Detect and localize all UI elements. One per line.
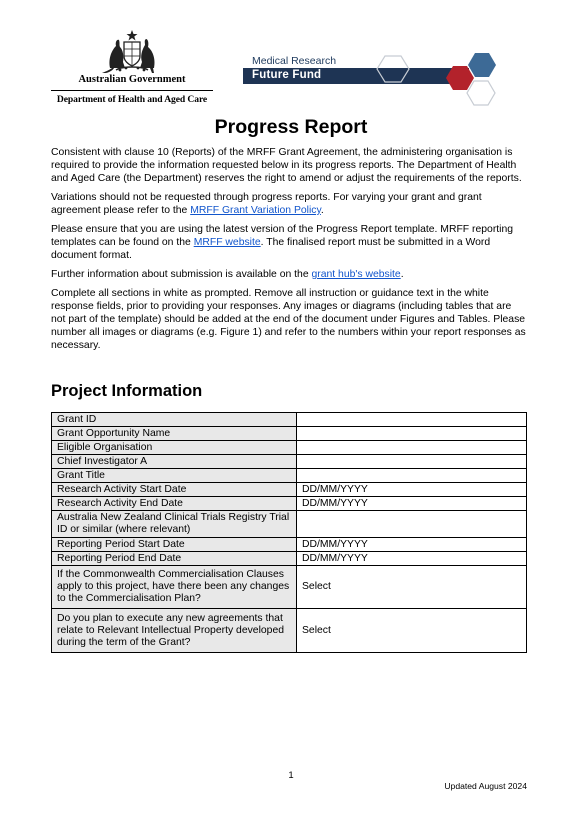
field-label: Grant Title xyxy=(52,469,297,483)
field-label: Grant Opportunity Name xyxy=(52,427,297,441)
table-row xyxy=(52,566,527,609)
field-label: Grant ID xyxy=(52,413,297,427)
field-label: If the Commonwealth Commercialisation Clauses apply to this project, have there been any changes to the Commercialisation Plan? xyxy=(52,566,297,609)
project-information-table xyxy=(51,412,527,653)
field-label: Chief Investigator A xyxy=(52,455,297,469)
date-field[interactable]: DD/MM/YYYY xyxy=(297,552,527,566)
table-row xyxy=(52,497,527,511)
table-row xyxy=(52,511,527,538)
divider xyxy=(51,90,213,91)
select-field[interactable]: Select xyxy=(297,566,527,609)
coat-of-arms-icon xyxy=(102,28,162,74)
table-row xyxy=(52,538,527,552)
paragraph: Consistent with clause 10 (Reports) of the MRFF Grant Agreement, the administering organisation is required to provide the information requested below in its progress reports. The Department of Health and Aged Care (the Department) reserves the right to amend or adjust the requirements of the reports. xyxy=(51,147,522,184)
hexagon-pattern-icon xyxy=(375,53,505,109)
updated-date: Updated August 2024 xyxy=(444,781,527,791)
table-row xyxy=(52,455,527,469)
date-field[interactable]: DD/MM/YYYY xyxy=(297,497,527,511)
field-value[interactable] xyxy=(297,427,527,441)
table-row xyxy=(52,427,527,441)
date-field[interactable]: DD/MM/YYYY xyxy=(297,483,527,497)
field-label: Reporting Period End Date xyxy=(52,552,297,566)
field-value[interactable] xyxy=(297,455,527,469)
field-label: Australia New Zealand Clinical Trials Registry Trial ID or similar (where relevant) xyxy=(52,511,297,538)
page-title: Progress Report xyxy=(214,116,368,138)
field-label: Do you plan to execute any new agreements that relate to Relevant Intellectual Property developed during the term of the Grant? xyxy=(52,609,297,653)
table-row xyxy=(52,441,527,455)
grant-variation-policy-link[interactable]: MRFF Grant Variation Policy xyxy=(190,205,321,216)
grant-hub-website-link[interactable]: grant hub's website xyxy=(311,269,401,280)
department-name: Department of Health and Aged Care xyxy=(56,94,208,105)
select-field[interactable]: Select xyxy=(297,609,527,653)
paragraph: Variations should not be requested through progress reports. For varying your grant and grant agreement please refer to the MRFF Grant Variation Policy. xyxy=(51,192,482,216)
introduction-text xyxy=(51,146,527,358)
table-row xyxy=(52,483,527,497)
field-label: Eligible Organisation xyxy=(52,441,297,455)
field-label: Research Activity End Date xyxy=(52,497,297,511)
government-logo xyxy=(51,28,213,105)
mrff-website-link[interactable]: MRFF website xyxy=(193,237,261,248)
page-number: 1 xyxy=(288,770,294,781)
field-value[interactable] xyxy=(297,441,527,455)
date-field[interactable]: DD/MM/YYYY xyxy=(297,538,527,552)
table-row xyxy=(52,552,527,566)
mrff-title-line1: Medical Research xyxy=(252,55,337,67)
paragraph: Please ensure that you are using the latest version of the Progress Report template. MRFF reporting templates can be found on the MRFF website. The finalised report must be submitted in a Word document format. xyxy=(51,224,514,261)
field-value[interactable] xyxy=(297,413,527,427)
section-heading: Project Information xyxy=(51,382,203,400)
field-label: Research Activity Start Date xyxy=(52,483,297,497)
field-label: Reporting Period Start Date xyxy=(52,538,297,552)
paragraph: Further information about submission is available on the grant hub's website. xyxy=(51,269,404,280)
field-value[interactable] xyxy=(297,511,527,538)
mrff-logo xyxy=(243,53,501,109)
table-row xyxy=(52,609,527,653)
field-value[interactable] xyxy=(297,469,527,483)
mrff-title-line2: Future Fund xyxy=(252,69,322,81)
table-row xyxy=(52,413,527,427)
government-name: Australian Government xyxy=(78,74,186,85)
paragraph: Complete all sections in white as prompted. Remove all instruction or guidance text in the white response fields, prior to providing your responses. Any images or diagrams (including tables that are not part of the template) should be added at the end of the document under Figures and Tables. Please number all images or diagrams (e.g. Figure 1) and refer to the numbers within your report responses as necessary. xyxy=(51,288,526,351)
table-row xyxy=(52,469,527,483)
